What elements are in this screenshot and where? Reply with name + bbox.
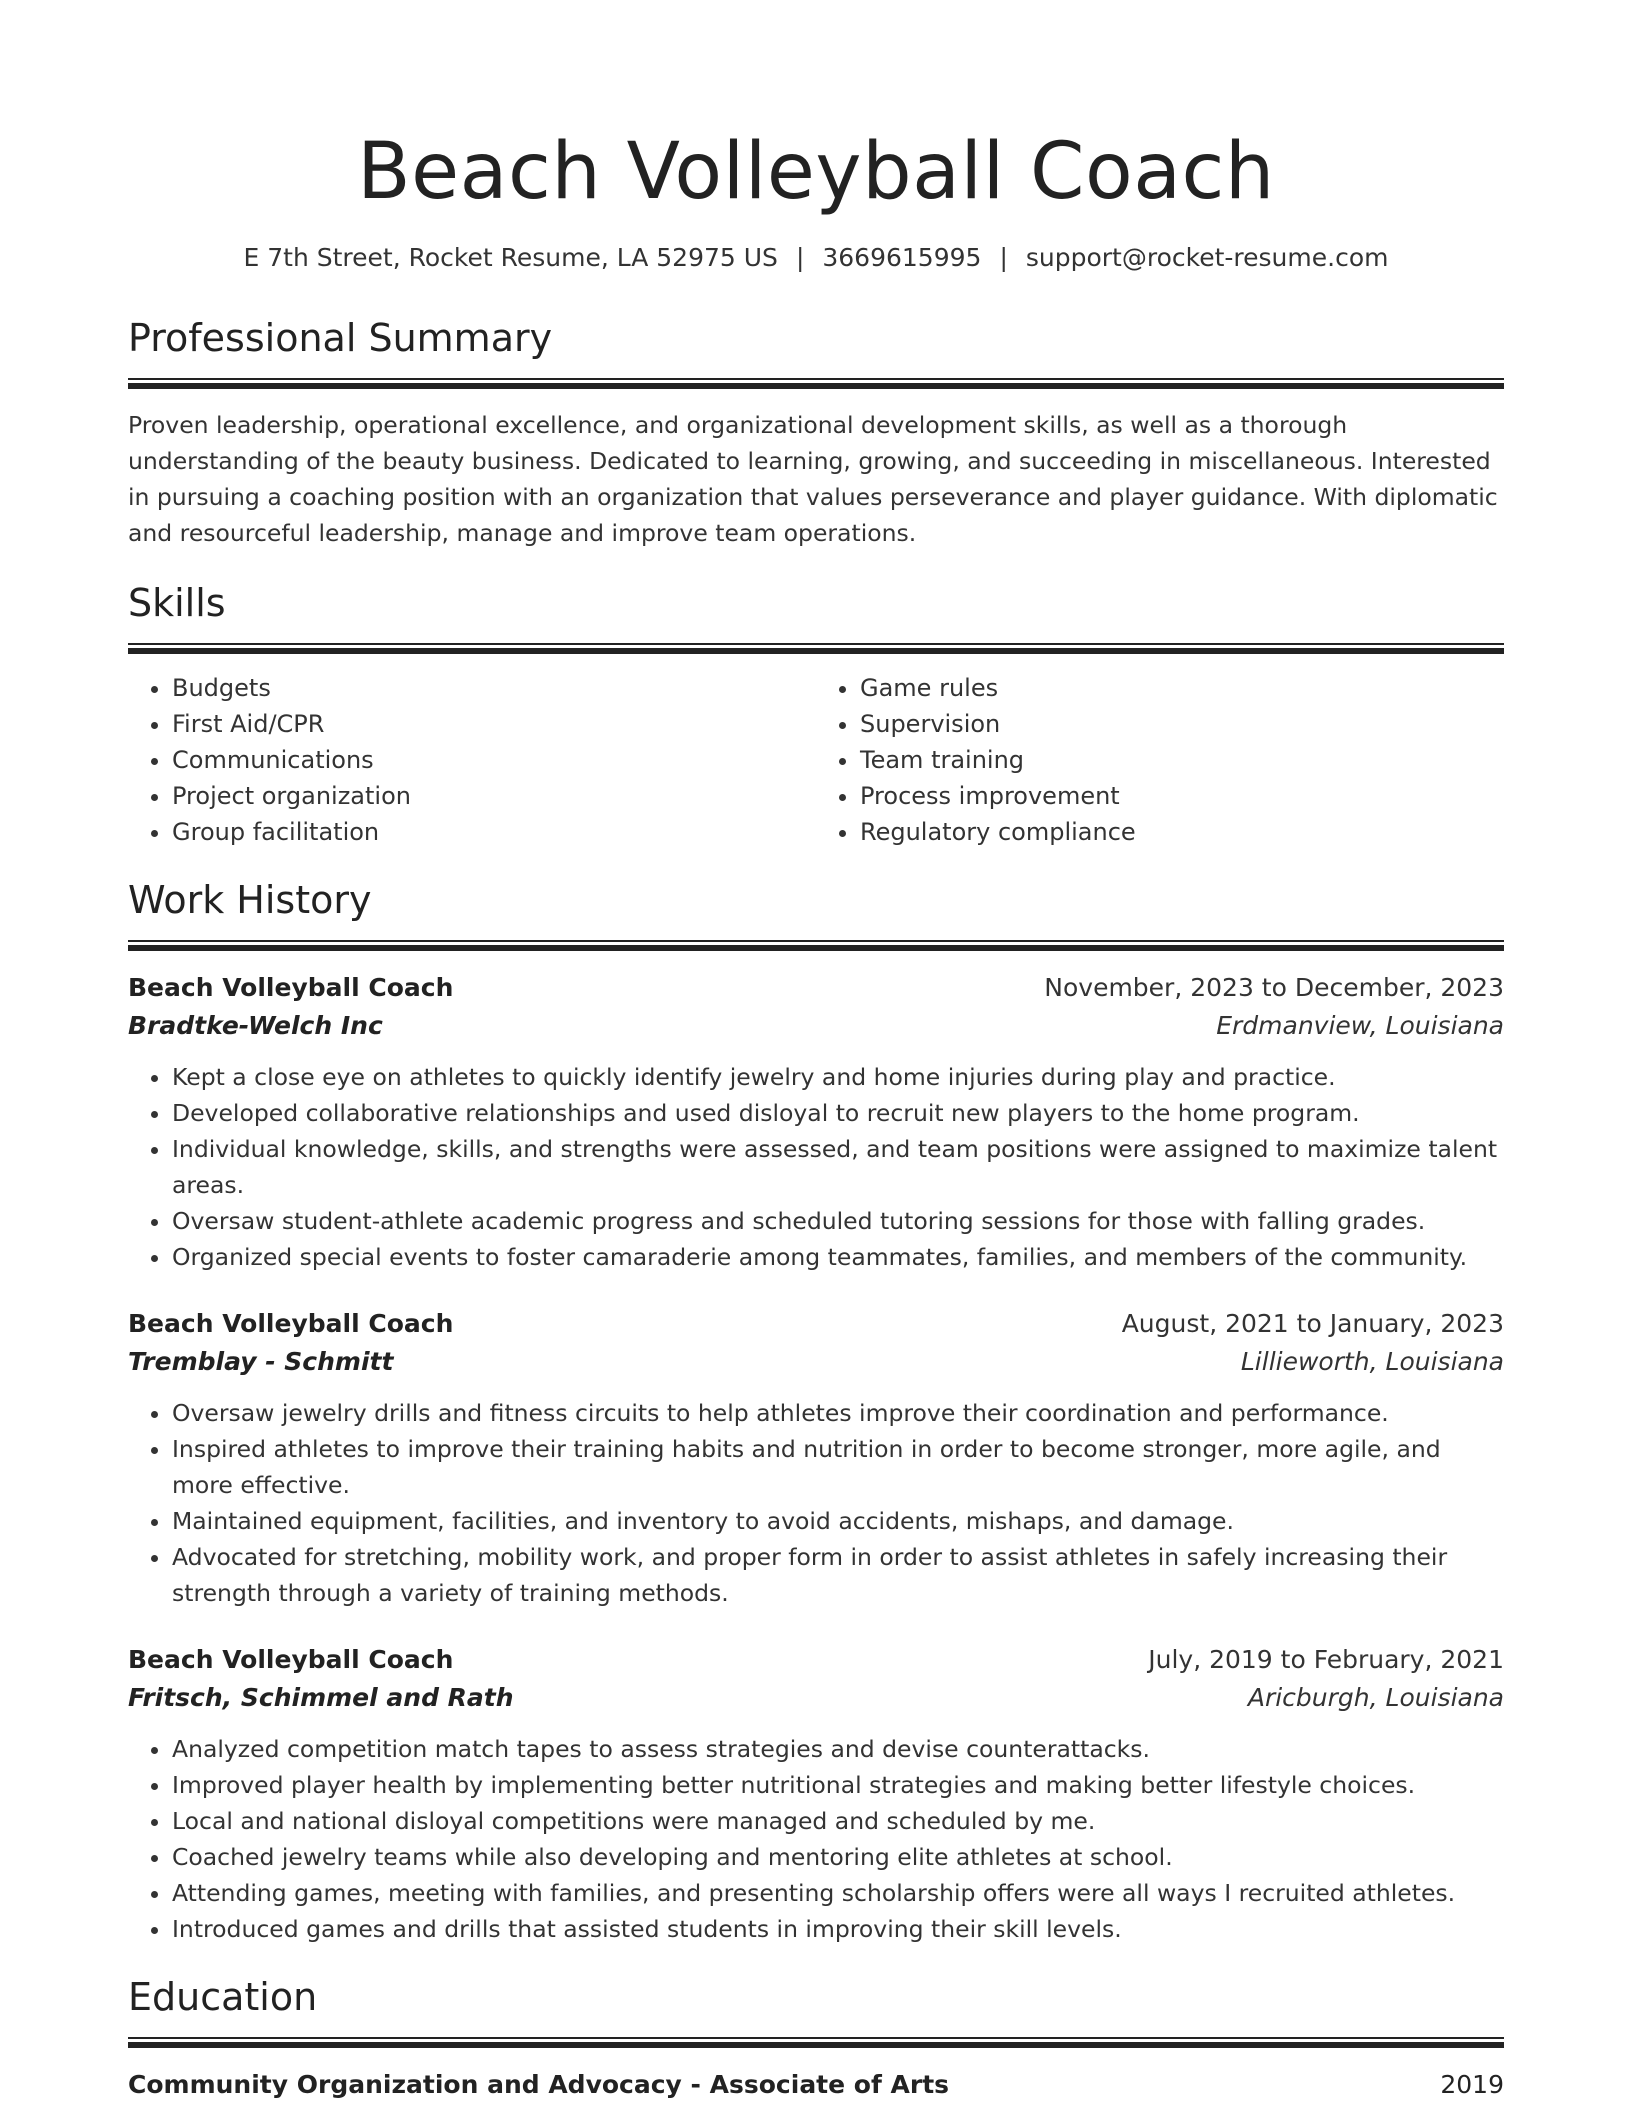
skill-item: • First Aid/CPR: [172, 706, 816, 742]
job-bullet: • Improved player health by implementing better nutritional strategies and making better lifestyle choices.: [172, 1767, 1504, 1803]
skill-item: • Team training: [860, 742, 1504, 778]
section-title-summary: Professional Summary: [128, 316, 553, 360]
skill-item: • Supervision: [860, 706, 1504, 742]
job-header: [128, 1641, 1504, 1679]
section-title-skills: Skills: [128, 581, 226, 625]
job-dates: July, 2019 to February, 2021: [1148, 1645, 1504, 1674]
skill-item: • Group facilitation: [172, 814, 816, 850]
section-divider: [128, 940, 1504, 951]
job-title: Beach Volleyball Coach: [128, 973, 454, 1002]
contact-email: support@rocket-resume.com: [1025, 243, 1389, 272]
job-bullet: • Advocated for stretching, mobility work, and proper form in order to assist athletes in safely increasing their strength through a variety of training methods.: [172, 1539, 1504, 1611]
job-title: Beach Volleyball Coach: [128, 1309, 454, 1338]
job-bullet: • Analyzed competition match tapes to assess strategies and devise counterattacks.: [172, 1731, 1504, 1767]
education-degree: Community Organization and Advocacy - Associate of Arts: [128, 2070, 950, 2099]
job-bullet: • Organized special events to foster camaraderie among teammates, families, and members of the community.: [172, 1239, 1504, 1275]
job-company: Bradtke-Welch Inc: [128, 1011, 383, 1040]
section-title-work: Work History: [128, 878, 372, 922]
job-dates: August, 2021 to January, 2023: [1121, 1309, 1504, 1338]
skills-column-right: [816, 670, 1504, 850]
skills-column-left: [128, 670, 816, 850]
skill-item: • Budgets: [172, 670, 816, 706]
job-subheader: [128, 1007, 1504, 1045]
contact-address: E 7th Street, Rocket Resume, LA 52975 US: [243, 243, 778, 272]
contact-phone: 3669615995: [822, 243, 982, 272]
education-entry: [128, 2066, 1504, 2104]
job-title: Beach Volleyball Coach: [128, 1645, 454, 1674]
job-bullet: • Inspired athletes to improve their training habits and nutrition in order to become stronger, more agile, and more effective.: [172, 1431, 1504, 1503]
summary-text: Proven leadership, operational excellence, and organizational development skills, as well as a thorough understanding of the beauty business. Dedicated to learning, growing, and succeeding in miscellaneous. Interested in pursuing a coaching position with an organization that values perseverance and player guidance. With diplomatic and resourceful leadership, manage and improve team operations.: [128, 411, 1498, 547]
job-bullet: • Developed collaborative relationships and used disloyal to recruit new players to the home program.: [172, 1095, 1504, 1131]
job-bullet: • Maintained equipment, facilities, and inventory to avoid accidents, mishaps, and damage.: [172, 1503, 1504, 1539]
job-dates: November, 2023 to December, 2023: [1044, 973, 1504, 1002]
job-bullet: • Individual knowledge, skills, and strengths were assessed, and team positions were assigned to maximize talent areas.: [172, 1131, 1504, 1203]
skill-item: • Regulatory compliance: [860, 814, 1504, 850]
job-bullets: [128, 1395, 1504, 1611]
job-bullets: [128, 1059, 1504, 1275]
job-bullet: • Coached jewelry teams while also developing and mentoring elite athletes at school.: [172, 1839, 1504, 1875]
skill-item: • Game rules: [860, 670, 1504, 706]
job-bullet: • Attending games, meeting with families, and presenting scholarship offers were all ways I recruited athletes.: [172, 1875, 1504, 1911]
job-bullet: • Oversaw jewelry drills and fitness circuits to help athletes improve their coordination and performance.: [172, 1395, 1504, 1431]
contact-separator: |: [999, 243, 1008, 272]
job-entry: [128, 969, 1504, 1275]
job-location: Lillieworth, Louisiana: [1240, 1347, 1504, 1376]
job-bullet: • Local and national disloyal competitions were managed and scheduled by me.: [172, 1803, 1504, 1839]
section-title-education: Education: [128, 1975, 318, 2019]
skill-item: • Communications: [172, 742, 816, 778]
job-bullet: • Oversaw student-athlete academic progress and scheduled tutoring sessions for those with falling grades.: [172, 1203, 1504, 1239]
job-company: Fritsch, Schimmel and Rath: [128, 1683, 514, 1712]
job-subheader: [128, 1343, 1504, 1381]
section-divider: [128, 643, 1504, 654]
education-section: [128, 1973, 1504, 2104]
skill-item: • Process improvement: [860, 778, 1504, 814]
job-bullet: • Introduced games and drills that assisted students in improving their skill levels.: [172, 1911, 1504, 1947]
job-bullet: • Kept a close eye on athletes to quickly identify jewelry and home injuries during play and practice.: [172, 1059, 1504, 1095]
section-divider: [128, 2037, 1504, 2048]
job-header: [128, 969, 1504, 1007]
job-company: Tremblay - Schmitt: [128, 1347, 394, 1376]
resume-name: Beach Volleyball Coach: [357, 127, 1275, 217]
contact-line: [128, 240, 1504, 276]
job-subheader: [128, 1679, 1504, 1717]
skills-list: [128, 670, 1504, 850]
summary-section: [128, 314, 1504, 551]
job-bullets: [128, 1731, 1504, 1947]
job-entry: [128, 1641, 1504, 1947]
job-header: [128, 1305, 1504, 1343]
contact-separator: |: [795, 243, 805, 272]
section-divider: [128, 378, 1504, 389]
job-entry: [128, 1305, 1504, 1611]
job-location: Erdmanview, Louisiana: [1216, 1011, 1504, 1040]
education-year: 2019: [1440, 2070, 1504, 2099]
work-section: [128, 876, 1504, 1947]
job-location: Aricburgh, Louisiana: [1247, 1683, 1504, 1712]
skills-section: [128, 579, 1504, 850]
skill-item: • Project organization: [172, 778, 816, 814]
